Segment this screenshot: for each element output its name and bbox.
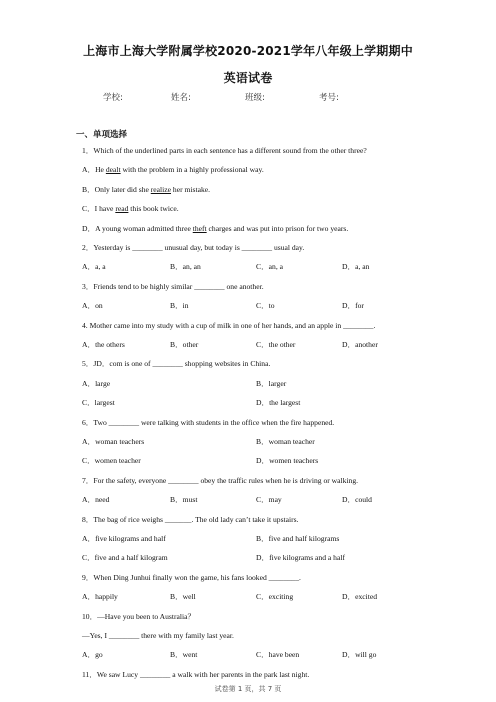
question-stem: 1．Which of the underlined parts in each sentence has a different sound from the other three?	[82, 146, 367, 155]
option-text: charges and was put into prison for two years.	[206, 223, 349, 233]
option-c[interactable]: C．the other	[256, 340, 296, 349]
option-d[interactable]: D．excited	[342, 592, 378, 602]
option-c[interactable]: C．to	[256, 301, 275, 311]
option-text: her mistake.	[171, 184, 211, 194]
option-c[interactable]: C．have been	[256, 650, 300, 660]
option-d[interactable]: D．could	[342, 495, 372, 505]
option-text: D．A young woman admitted three	[82, 223, 193, 233]
option-d[interactable]: D．five kilograms and a half	[256, 553, 345, 563]
underlined-word: theft	[192, 223, 207, 233]
option-a[interactable]: A．a, a	[82, 262, 106, 272]
option-b[interactable]: B．larger	[256, 378, 287, 388]
exam-title-line1: 上海市上海大学附属学校2020-2021学年八年级上学期期中	[83, 44, 413, 58]
option-b[interactable]: B．went	[170, 650, 198, 660]
option-text: B．Only later did she	[82, 184, 151, 194]
underlined-word: realize	[150, 184, 171, 194]
option-c[interactable]	[82, 204, 179, 214]
underlined-word: read	[115, 204, 129, 214]
option-d[interactable]: D．a, an	[342, 262, 370, 272]
option-d[interactable]: D．the largest	[256, 398, 301, 408]
option-c[interactable]: C．women teacher	[82, 456, 141, 466]
option-b[interactable]: B．in	[170, 301, 189, 311]
page-footer: 试卷第 1 页，共 7 页	[214, 685, 282, 693]
question-stem: 9．When Ding Junhui finally won the game, his fans looked ________.	[82, 572, 301, 582]
option-text: A．He	[82, 165, 106, 175]
question-stem: 8．The bag of rice weighs _______. The old lady can’t take it upstairs.	[82, 514, 299, 524]
option-a[interactable]: A．go	[82, 650, 103, 660]
question-stem: 3．Friends tend to be highly similar ________ one another.	[82, 281, 264, 291]
exam-title-line2: 英语试卷	[223, 71, 273, 85]
question-stem: 7．For the safety, everyone ________ obey the traffic rules when he is driving or walking.	[82, 475, 359, 485]
option-d[interactable]: D．another	[342, 340, 378, 349]
question-stem: 5．JD．com is one of ________ shopping websites in China.	[82, 359, 271, 369]
option-d[interactable]: D．will go	[342, 650, 377, 660]
option-a[interactable]: A．woman teachers	[82, 437, 145, 446]
option-b[interactable]: B．an, an	[170, 262, 201, 272]
option-a[interactable]: A．need	[82, 495, 110, 505]
section-title: 一、单项选择	[76, 130, 128, 140]
option-a[interactable]: A．happily	[82, 592, 118, 602]
option-d[interactable]: D．for	[342, 301, 364, 311]
option-c[interactable]: C．exciting	[256, 592, 294, 602]
option-d[interactable]: D．women teachers	[256, 456, 319, 466]
option-b[interactable]: B．well	[170, 592, 196, 602]
option-c[interactable]: C．an, a	[256, 262, 283, 272]
question-stem: 10．—Have you been to Australia？	[82, 611, 196, 621]
option-c[interactable]: C．may	[256, 495, 282, 505]
option-b[interactable]: B．other	[170, 340, 199, 349]
question-stem: 6．Two ________ were talking with students in the office when the fire happened.	[82, 417, 335, 427]
question-stem: 4. Mother came into my study with a cup of milk in one of her hands, and an apple in ________.	[82, 320, 376, 330]
option-text: this book twice.	[128, 204, 179, 214]
info-name-label: 姓名:	[171, 93, 191, 103]
option-c[interactable]: C．largest	[82, 398, 115, 408]
option-d[interactable]	[82, 224, 348, 234]
question-stem: 11．We saw Lucy ________ a walk with her parents in the park last night.	[82, 669, 310, 679]
option-b[interactable]: B．woman teacher	[256, 437, 315, 446]
option-a[interactable]	[82, 165, 264, 175]
option-c[interactable]: C．five and a half kilogram	[82, 553, 168, 563]
info-class-label: 班级:	[245, 93, 265, 103]
option-a[interactable]: A．the others	[82, 340, 125, 349]
question-stem: —Yes, I ________ there with my family last year.	[82, 631, 234, 640]
option-b[interactable]: B．must	[170, 495, 198, 505]
option-b[interactable]	[82, 185, 210, 195]
underlined-word: dealt	[105, 165, 121, 175]
option-a[interactable]: A．five kilograms and half	[82, 534, 166, 543]
option-b[interactable]: B．five and half kilograms	[256, 534, 340, 543]
option-a[interactable]: A．large	[82, 378, 111, 388]
option-text: C．I have	[82, 204, 116, 214]
info-number-label: 考号:	[319, 93, 339, 103]
option-a[interactable]: A．on	[82, 301, 103, 311]
option-text: with the problem in a highly professional way.	[120, 165, 264, 175]
info-school-label: 学校:	[103, 93, 123, 103]
question-stem: 2．Yesterday is ________ unusual day, but today is ________ usual day.	[82, 243, 305, 252]
